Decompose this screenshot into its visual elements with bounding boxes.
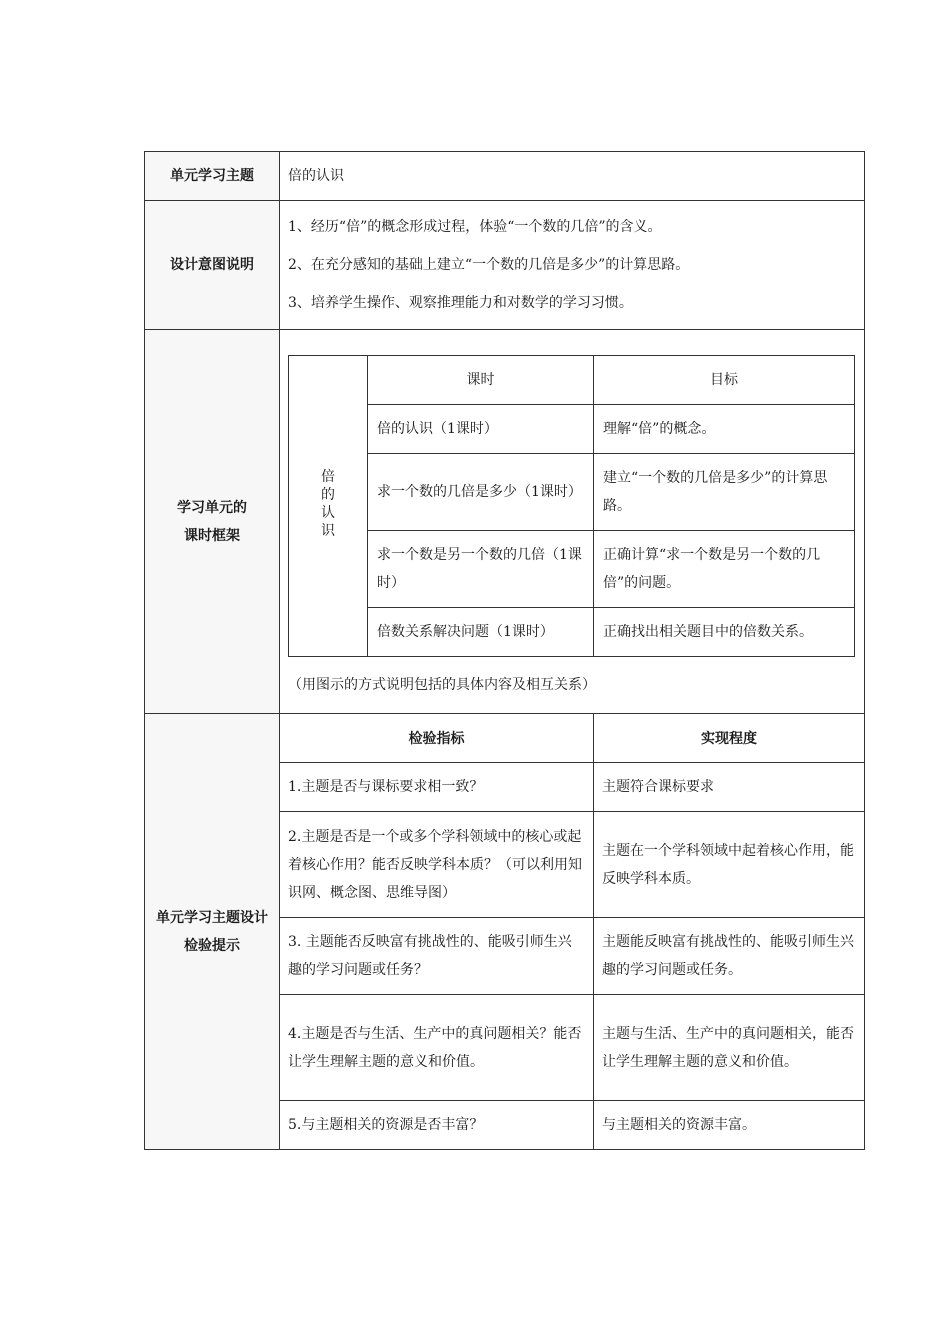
- lesson-name: 求一个数是另一个数的几倍（1课时）: [368, 531, 594, 608]
- lesson-name: 倍的认识（1课时）: [368, 405, 594, 454]
- goal-col-header: 目标: [594, 356, 855, 405]
- lesson-col-header: 课时: [368, 356, 594, 405]
- lesson-row: [289, 531, 855, 608]
- lesson-name: 倍数关系解决问题（1课时）: [368, 608, 594, 657]
- lesson-row: [289, 454, 855, 531]
- lesson-table: [288, 355, 855, 657]
- check-degree: 主题在一个学科领域中起着核心作用，能反映学科本质。: [594, 812, 865, 918]
- check-indicator: 4.主题是否与生活、生产中的真问题相关？能否让学生理解主题的意义和价值。: [280, 995, 594, 1101]
- framework-content: [280, 330, 865, 714]
- theme-value: 倍的认识: [280, 152, 865, 201]
- lesson-row: [289, 608, 855, 657]
- framework-row: [145, 330, 865, 714]
- check-indicator: 3. 主题能否反映富有挑战性的、能吸引师生兴趣的学习问题或任务？: [280, 918, 594, 995]
- framework-label-line1: 学习单元的: [177, 499, 247, 516]
- check-label: 单元学习主题设计检验提示: [145, 714, 280, 1150]
- intent-item: 3、培养学生操作、观察推理能力和对数学的学习习惯。: [288, 295, 633, 311]
- intent-item: 2、在充分感知的基础上建立“一个数的几倍是多少”的计算思路。: [288, 257, 690, 273]
- check-indicator: 1.主题是否与课标要求相一致？: [280, 763, 594, 812]
- unit-design-table: [144, 151, 865, 1150]
- check-degree: 主题与生活、生产中的真问题相关，能否让学生理解主题的意义和价值。: [594, 995, 865, 1101]
- framework-label: [145, 330, 280, 714]
- lesson-row: [289, 405, 855, 454]
- check-degree: 与主题相关的资源丰富。: [594, 1101, 865, 1150]
- check-degree: 主题符合课标要求: [594, 763, 865, 812]
- intent-content: [280, 201, 865, 330]
- lesson-goal: 正确找出相关题目中的倍数关系。: [594, 608, 855, 657]
- indicator-col-header: 检验指标: [280, 714, 594, 763]
- intent-item: 1、经历“倍”的概念形成过程，体验“一个数的几倍”的含义。: [288, 219, 662, 235]
- theme-label: 单元学习主题: [145, 152, 280, 201]
- degree-col-header: 实现程度: [594, 714, 865, 763]
- framework-note: （用图示的方式说明包括的具体内容及相互关系）: [288, 677, 596, 693]
- check-indicator: 2.主题是否是一个或多个学科领域中的核心或起着核心作用？能否反映学科本质？（可以利用知识网、概念图、思维导图）: [280, 812, 594, 918]
- lesson-header-row: [289, 356, 855, 405]
- lesson-goal: 理解“倍”的概念。: [594, 405, 855, 454]
- intent-row: [145, 201, 865, 330]
- lesson-goal: 正确计算“求一个数是另一个数的几倍”的问题。: [594, 531, 855, 608]
- check-degree: 主题能反映富有挑战性的、能吸引师生兴趣的学习问题或任务。: [594, 918, 865, 995]
- intent-label: 设计意图说明: [145, 201, 280, 330]
- theme-row: [145, 152, 865, 201]
- lesson-group-label: 倍的认识: [289, 356, 368, 657]
- framework-label-line2: 课时框架: [184, 527, 240, 544]
- lesson-name: 求一个数的几倍是多少（1课时）: [368, 454, 594, 531]
- check-header-row: [145, 714, 865, 763]
- lesson-goal: 建立“一个数的几倍是多少”的计算思路。: [594, 454, 855, 531]
- check-indicator: 5.与主题相关的资源是否丰富？: [280, 1101, 594, 1150]
